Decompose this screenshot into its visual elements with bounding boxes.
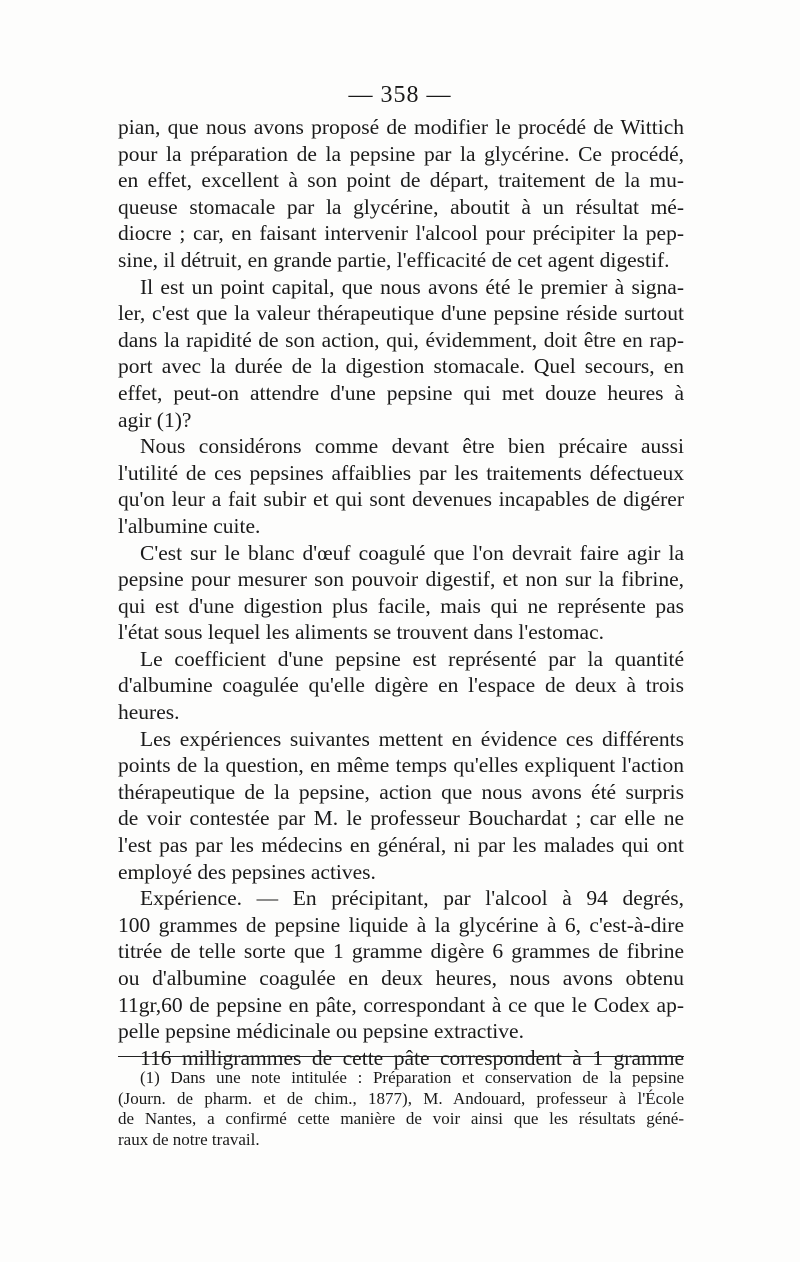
text-line: diocre ; car, en faisant intervenir l'alcool pour précipiter la pep-	[118, 221, 684, 246]
paragraph-2	[118, 274, 684, 434]
text-line: l'albumine cuite.	[118, 513, 261, 538]
text-line: ler, c'est que la valeur thérapeutique d'une pepsine réside surtout	[118, 301, 684, 326]
paragraph-4	[118, 540, 684, 646]
main-text	[118, 114, 684, 1071]
text-line: employé des pepsines actives.	[118, 859, 376, 884]
text-line: de voir contestée par M. le professeur Bouchardat ; car elle ne	[118, 806, 684, 831]
text-line: queuse stomacale par la glycérine, aboutit à un résultat mé-	[118, 194, 684, 219]
text-line: titrée de telle sorte que 1 gramme digère 6 grammes de fibrine	[118, 939, 684, 964]
footnote	[118, 1068, 684, 1150]
text-line: pour la préparation de la pepsine par la glycérine. Ce procédé,	[118, 141, 684, 166]
text-line: points de la question, en même temps qu'elles expliquent l'action	[118, 753, 684, 778]
paragraph-1	[118, 114, 684, 274]
footnote-divider	[118, 1056, 684, 1057]
footnote-line: (Journ. de pharm. et de chim., 1877), M. Andouard, professeur à l'École	[118, 1088, 684, 1108]
text-line: effet, peut-on attendre d'une pepsine qui met douze heures à	[118, 380, 684, 405]
text-line: dans la rapidité de son action, qui, évidemment, doit être en rap-	[118, 327, 684, 352]
paragraph-experience	[118, 885, 684, 1045]
text-line: ou d'albumine coagulée en deux heures, nous avons obtenu	[118, 966, 684, 990]
text-line: 11gr,60 de pepsine en pâte, correspondant à ce que le Codex ap-	[118, 992, 684, 1017]
text-line: Le coefficient d'une pepsine est représenté par la quantité	[140, 646, 684, 671]
text-line: pepsine pour mesurer son pouvoir digestif, et non sur la fibrine,	[118, 567, 684, 592]
page-number: — 358 —	[348, 82, 452, 108]
paragraph-5	[118, 646, 684, 726]
text-line: en effet, excellent à son point de départ, traitement de la mu-	[118, 168, 684, 193]
experience-heading-line: Expérience. — En précipitant, par l'alcool à 94 degrés,	[140, 886, 684, 911]
text-line: thérapeutique de la pepsine, action que nous avons été surpris	[118, 779, 684, 804]
text-line: l'état sous lequel les aliments se trouvent dans l'estomac.	[118, 620, 605, 645]
footnote-line: raux de notre travail.	[118, 1129, 260, 1149]
text-line: d'albumine coagulée qu'elle digère en l'espace de deux à trois	[118, 673, 684, 698]
footnote-line: de Nantes, a confirmé cette manière de voir ainsi que les résultats géné-	[118, 1109, 684, 1128]
paragraph-3	[118, 433, 684, 539]
text-line: C'est sur le blanc d'œuf coagulé que l'on devrait faire agir la	[140, 540, 684, 565]
text-line: Les expériences suivantes mettent en évidence ces différents	[140, 726, 684, 751]
text-line: qui est d'une digestion plus facile, mais qui ne représente pas	[118, 593, 684, 618]
text-line: pelle pepsine médicinale ou pepsine extractive.	[118, 1019, 524, 1044]
text-line: Nous considérons comme devant être bien précaire aussi	[140, 434, 684, 459]
text-line: qu'on leur a fait subir et qui sont devenues incapables de digérer	[118, 487, 684, 512]
text-line: l'utilité de ces pepsines affaiblies par les traitements défectueux	[118, 460, 684, 485]
text-line: heures.	[118, 700, 180, 725]
text-line: port avec la durée de la digestion stomacale. Quel secours, en	[118, 354, 684, 379]
text-line: Il est un point capital, que nous avons été le premier à signa-	[140, 274, 684, 299]
text-line: pian, que nous avons proposé de modifier le procédé de Wittich	[118, 115, 684, 139]
text-line: l'est pas par les médecins en général, ni par les malades qui ont	[118, 833, 684, 858]
text-line: 100 grammes de pepsine liquide à la glycérine à 6, c'est-à-dire	[118, 912, 684, 937]
paragraph-6	[118, 726, 684, 886]
footnote-reference-line: agir (1)?	[118, 407, 192, 432]
text-line: sine, il détruit, en grande partie, l'efficacité de cet agent digestif.	[118, 247, 670, 272]
text-line: 116 milligrammes de cette pâte correspondent à 1 gramme	[140, 1045, 684, 1070]
footnote-line: (1) Dans une note intitulée : Préparation et conservation de la pepsine	[140, 1068, 684, 1087]
